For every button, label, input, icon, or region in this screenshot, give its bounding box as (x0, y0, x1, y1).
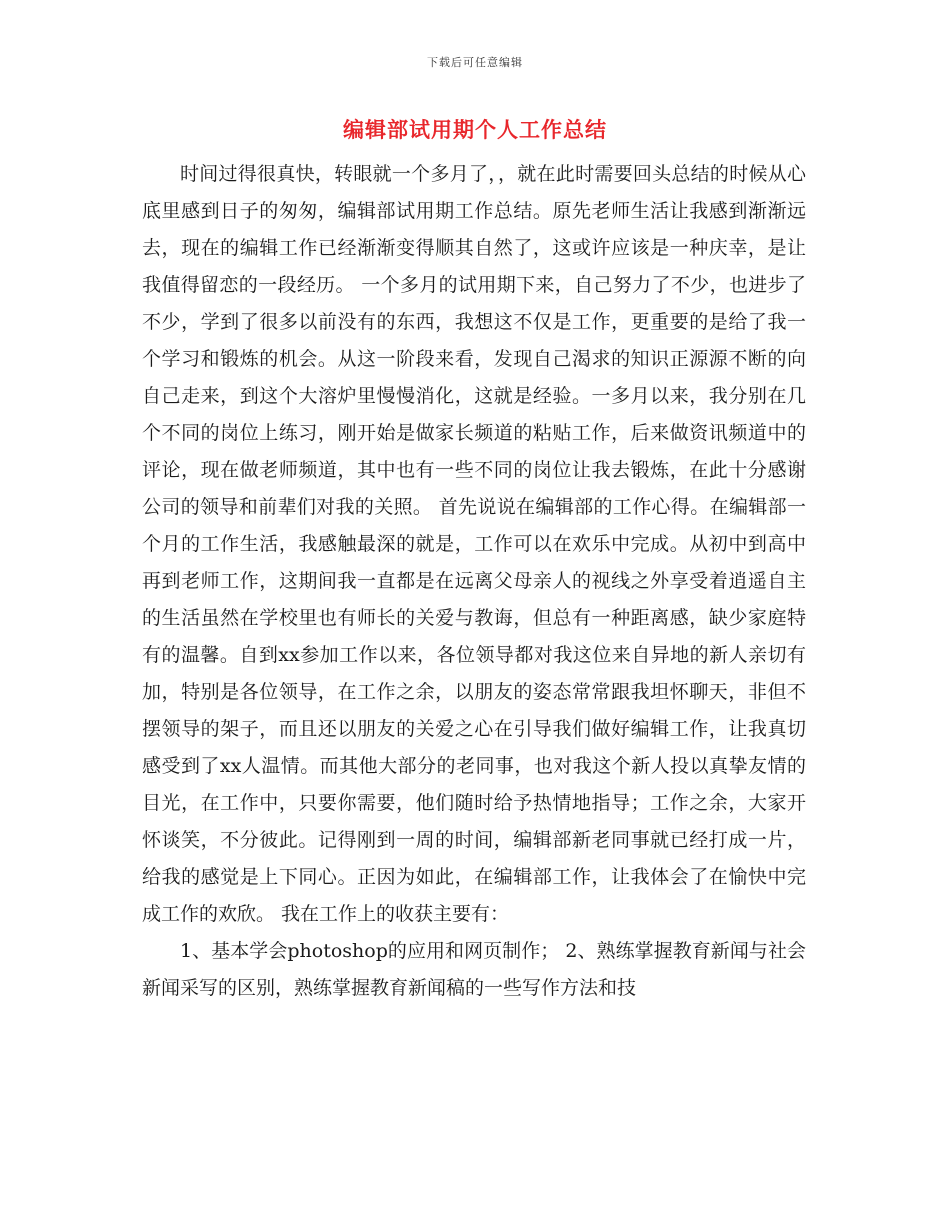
document-title: 编辑部试用期个人工作总结 (343, 117, 607, 142)
body-paragraph-2: 1、基本学会photoshop的应用和网页制作； 2、熟练掌握教育新闻与社会新闻采写的区别，熟练掌握教育新闻稿的一些写作方法和技 (142, 940, 806, 999)
page-header: 下载后可任意编辑 (427, 56, 523, 69)
document-body (142, 156, 806, 1007)
body-paragraph-1: 时间过得很真快，转眼就一个多月了，，就在此时需要回头总结的时候从心底里感到日子的匆匆，编辑部试用期工作总结。原先老师生活让我感到渐渐远去，现在的编辑工作已经渐渐变得顺其自然了，这或许应该是一种庆幸，是让我值得留恋的一段经历。 一个多月的试用期下来，自己努力了不少，也进步了不少，学到了很多以前没有的东西，我想这不仅是工作，更重要的是给了我一个学习和锻炼的机会。从这一阶段来看，发现自己渴求的知识正源源不断的向自己走来，到这个大溶炉里慢慢消化，这就是经验。一多月以来，我分别在几个不同的岗位上练习，刚开始是做家长频道的粘贴工作，后来做资讯频道中的评论，现在做老师频道，其中也有一些不同的岗位让我去锻炼，在此十分感谢公司的领导和前辈们对我的关照。 首先说说在编辑部的工作心得。在编辑部一个月的工作生活，我感触最深的就是，工作可以在欢乐中完成。从初中到高中再到老师工作，这期间我一直都是在远离父母亲人的视线之外享受着逍遥自主的生活虽然在学校里也有师长的关爱与教诲，但总有一种距离感，缺少家庭特有的温馨。自到xx参加工作以来，各位领导都对我这位来自异地的新人亲切有加，特别是各位领导，在工作之余，以朋友的姿态常常跟我坦怀聊天，非但不摆领导的架子，而且还以朋友的关爱之心在引导我们做好编辑工作，让我真切感受到了xx人温情。而其他大部分的老同事，也对我这个新人投以真挚友情的目光，在工作中，只要你需要，他们随时给予热情地指导；工作之余，大家开怀谈笑，不分彼此。记得刚到一周的时间，编辑部新老同事就已经打成一片，给我的感觉是上下同心。正因为如此，在编辑部工作，让我体会了在愉快中完成工作的欢欣。 我在工作上的收获主要有： (142, 163, 806, 925)
